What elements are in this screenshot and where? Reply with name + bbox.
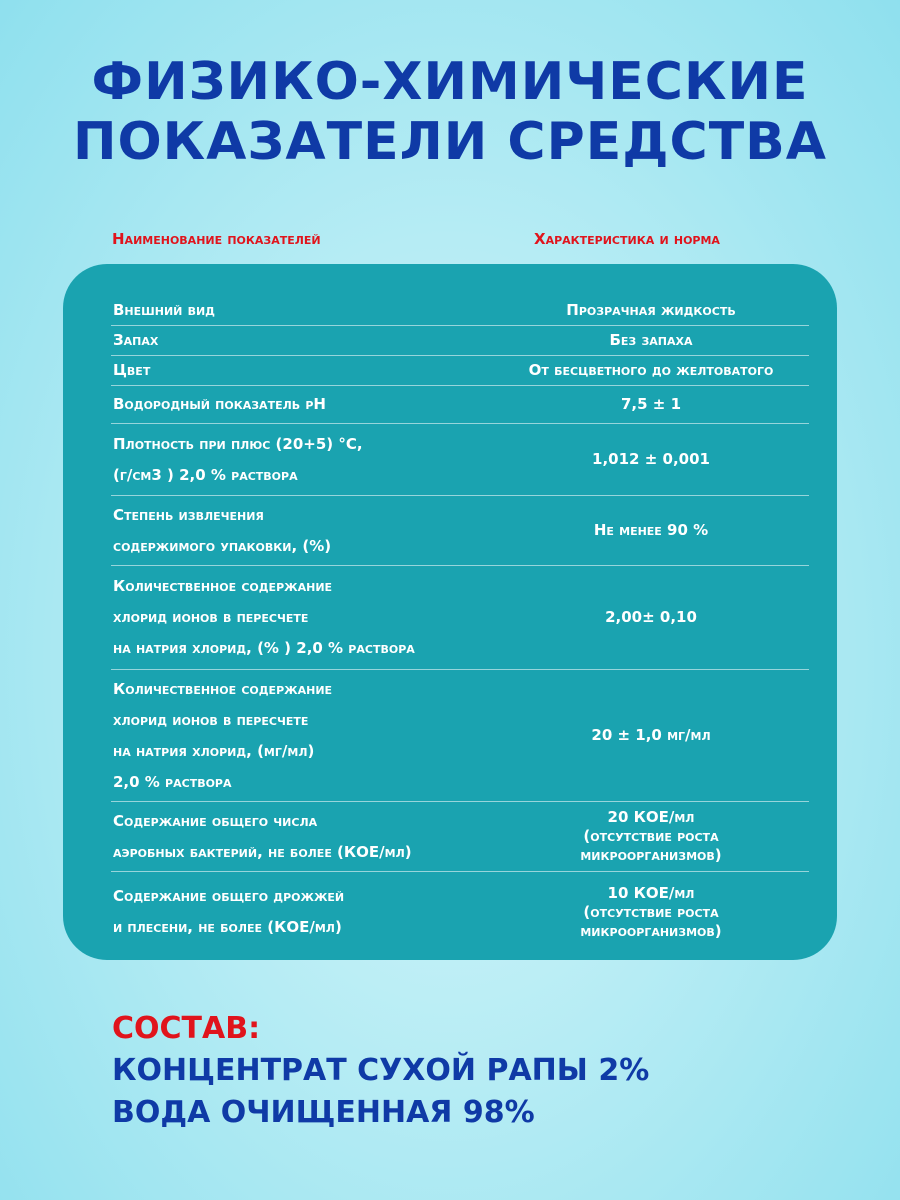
title-line-2: ПОКАЗАТЕЛИ СРЕДСТВА (72, 112, 828, 172)
composition-item: КОНЦЕНТРАТ СУХОЙ РАПЫ 2% (112, 1053, 650, 1088)
indicator-value: От бесцветного до желтоватого (528, 361, 774, 379)
indicator-value: 1,012 ± 0,001 (592, 450, 710, 468)
indicator-value: Прозрачная жидкость (566, 301, 736, 319)
page-title (0, 52, 900, 172)
indicator-name: Запах (113, 331, 159, 349)
indicator-name: Количественное содержание хлорид ионов в пересчете на натрия хлорид, (% ) 2,0 % раствора (113, 577, 415, 657)
column-header-name: Наименование показателей (112, 230, 321, 248)
indicator-value: 20 КОЕ/мл (отсутствие роста микроорганизмов) (580, 808, 722, 864)
table-row (111, 872, 809, 952)
composition-label: СОСТАВ: (112, 1011, 261, 1046)
title-line-1: ФИЗИКО-ХИМИЧЕСКИЕ (91, 52, 809, 112)
table-row (111, 296, 809, 326)
indicator-name: Цвет (113, 361, 151, 379)
table-row (111, 670, 809, 802)
indicator-name: Водородный показатель pH (113, 395, 326, 413)
table-row (111, 326, 809, 356)
column-header-value: Характеристика и норма (534, 230, 720, 248)
table-row (111, 424, 809, 496)
indicator-name: Степень извлечения содержимого упаковки, (%) (113, 505, 332, 555)
table-row (111, 356, 809, 386)
composition-item: ВОДА ОЧИЩЕННАЯ 98% (112, 1095, 535, 1130)
indicator-value: 20 ± 1,0 мг/мл (591, 726, 711, 744)
indicator-name: Внешний вид (113, 301, 215, 319)
indicator-name: Количественное содержание хлорид ионов в пересчете на натрия хлорид, (мг/мл) 2,0 % раствора (113, 679, 333, 791)
table-row (111, 566, 809, 670)
table-row (111, 802, 809, 872)
indicator-name: Содержание общего дрожжей и плесени, не более (КОЕ/мл) (113, 887, 345, 936)
indicator-value: 2,00± 0,10 (605, 608, 697, 626)
composition-section (112, 1008, 649, 1134)
indicator-value: 7,5 ± 1 (620, 395, 682, 413)
indicator-value: Без запаха (609, 331, 693, 349)
table-row (111, 386, 809, 424)
indicator-name: Плотность при плюс (20+5) °С, (г/см3 ) 2,0 % раствора (113, 434, 363, 484)
table-row (111, 496, 809, 566)
indicators-table (63, 264, 837, 960)
indicator-value: 10 КОЕ/мл (отсутствие роста микроорганизмов) (580, 883, 722, 940)
indicator-value: Не менее 90 % (593, 521, 709, 539)
indicator-name: Содержание общего числа аэробных бактерий, не более (КОЕ/мл) (113, 811, 412, 861)
